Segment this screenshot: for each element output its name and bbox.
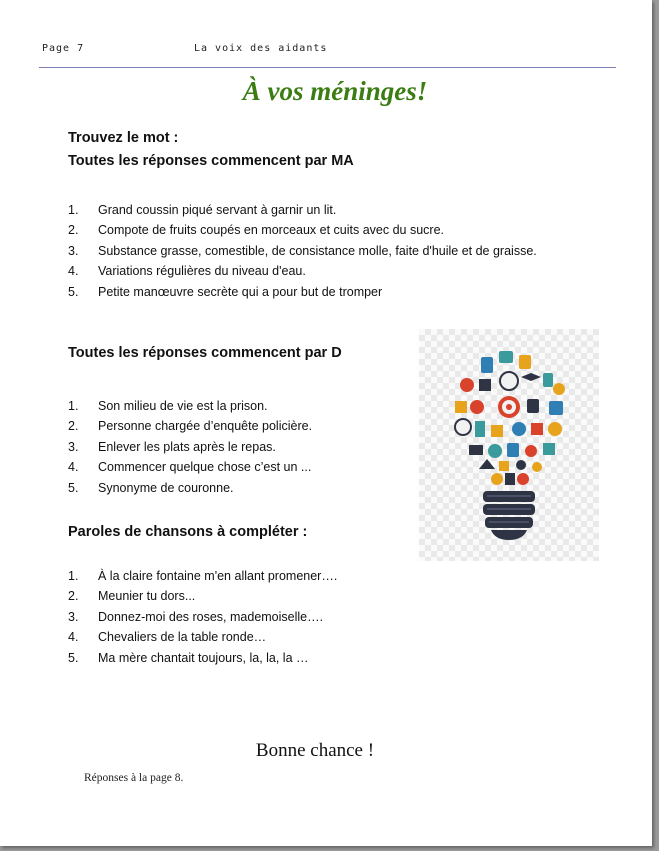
- lightbulb-icon: [419, 329, 599, 561]
- section3-list: [68, 566, 337, 668]
- list-item: 1. Grand coussin piqué servant à garnir un lit.: [68, 203, 337, 217]
- closing-message: Bonne chance !: [255, 740, 375, 761]
- list-item: 1. Son milieu de vie est la prison.: [68, 399, 268, 413]
- header-rule: [39, 67, 616, 68]
- section1-heading-line2: Toutes les réponses commencent par MA: [68, 153, 354, 169]
- list-item: 3. Donnez-moi des roses, mademoiselle….: [68, 609, 324, 624]
- section2-list: [68, 396, 312, 498]
- section1-list: [68, 200, 537, 302]
- list-item: 2. Compote de fruits coupés en morceaux et cuits avec du sucre.: [68, 223, 445, 238]
- list-item: 4. Variations régulières du niveau d'eau.: [68, 264, 306, 279]
- list-item: 2. Personne chargée d’enquête policière.: [68, 419, 313, 434]
- list-item: 5. Ma mère chantait toujours, la, la, la …: [68, 650, 309, 665]
- publication-name: La voix des aidants: [194, 43, 328, 54]
- list-item: 3. Enlever les plats après le repas.: [68, 439, 276, 454]
- list-item: 2. Meunier tu dors...: [68, 589, 196, 604]
- lightbulb-illustration: [419, 329, 599, 561]
- list-item: 5. Petite manœuvre secrète qui a pour but de tromper: [68, 284, 383, 299]
- section3-heading: Paroles de chansons à compléter :: [68, 524, 308, 540]
- page-title: À vos méninges!: [242, 76, 428, 106]
- answers-note: Réponses à la page 8.: [84, 772, 184, 784]
- list-item: 3. Substance grasse, comestible, de consistance molle, faite d'huile et de graisse.: [68, 243, 537, 258]
- list-item: 5. Synonyme de couronne.: [68, 480, 234, 495]
- list-item: 4. Chevaliers de la table ronde…: [68, 630, 267, 645]
- section2-heading: Toutes les réponses commencent par D: [68, 345, 342, 361]
- page-number: Page 7: [42, 43, 85, 54]
- list-item: 4. Commencer quelque chose c’est un ...: [68, 460, 312, 475]
- list-item: 1. À la claire fontaine m'en allant promener….: [68, 569, 338, 583]
- section1-heading-line1: Trouvez le mot :: [68, 130, 179, 146]
